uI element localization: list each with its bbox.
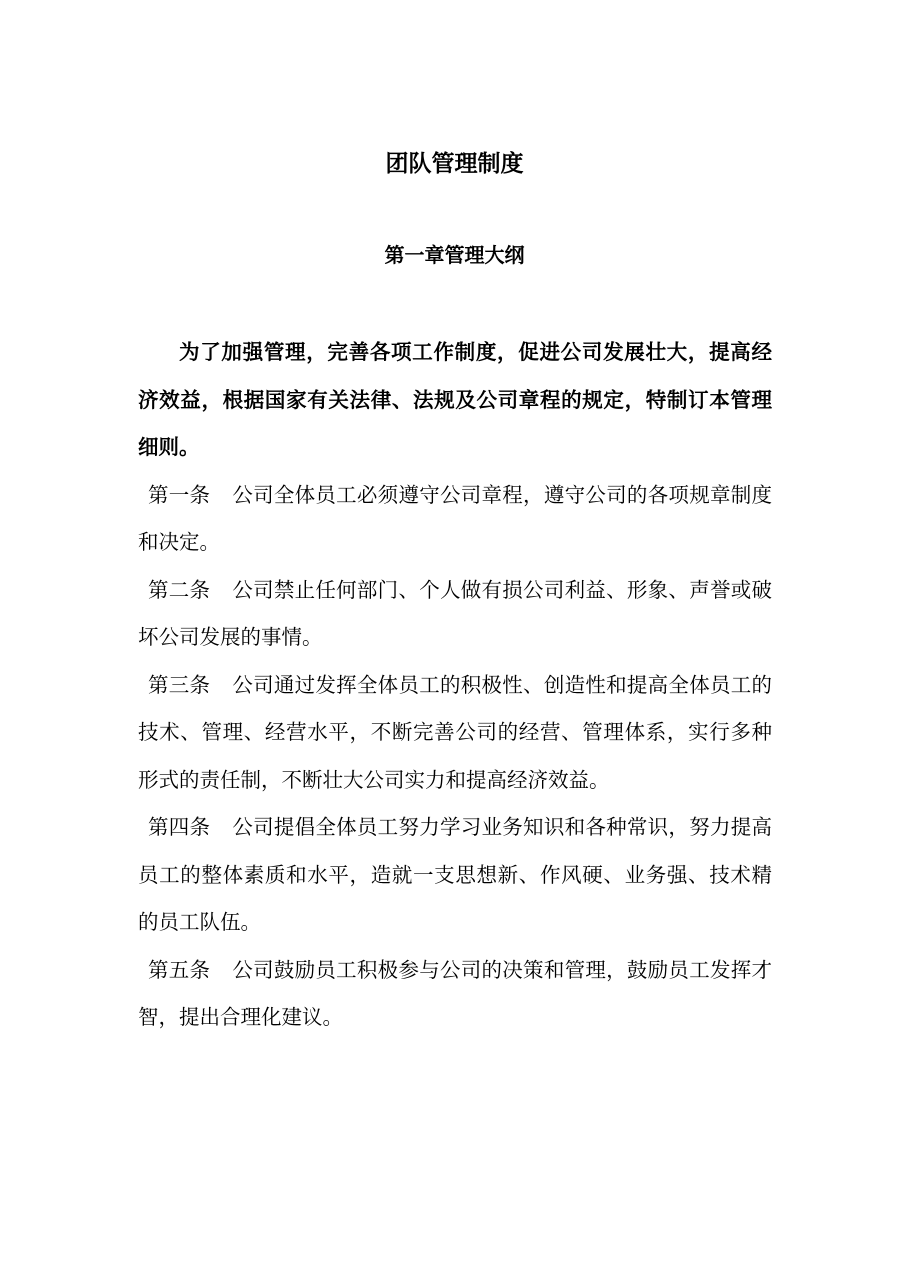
article-text: 公司通过发挥全体员工的积极性、创造性和提高全体员工的技术、管理、经营水平，不断完善公司的经营、管理体系，实行多种形式的责任制，不断壮大公司实力和提高经济效益。 [138, 672, 773, 792]
article-number: 第五条 [148, 957, 211, 982]
article-number: 第一条 [148, 482, 211, 507]
document-body [138, 329, 772, 1042]
article-text: 公司鼓励员工积极参与公司的决策和管理，鼓励员工发挥才智，提出合理化建议。 [138, 957, 773, 1029]
article-text: 公司全体员工必须遵守公司章程，遵守公司的各项规章制度和决定。 [138, 482, 773, 554]
intro-paragraph: 为了加强管理，完善各项工作制度，促进公司发展壮大，提高经济效益，根据国家有关法律、法规及公司章程的规定，特制订本管理细则。 [138, 340, 772, 459]
document-title: 团队管理制度 [385, 151, 524, 177]
article-text: 公司禁止任何部门、个人做有损公司利益、形象、声誉或破坏公司发展的事情。 [138, 577, 773, 649]
chapter-title: 第一章管理大纲 [384, 243, 525, 267]
article-3 [138, 662, 772, 805]
article-number: 第四条 [148, 815, 211, 839]
article-number: 第三条 [148, 672, 211, 697]
article-4 [138, 804, 772, 947]
article-number: 第二条 [148, 577, 211, 602]
article-text: 公司提倡全体员工努力学习业务知识和各种常识，努力提高员工的整体素质和水平，造就一支思想新、作风硬、业务强、技术精的员工队伍。 [138, 815, 773, 934]
article-2 [138, 567, 772, 662]
article-1 [138, 472, 772, 567]
article-5 [138, 947, 772, 1042]
